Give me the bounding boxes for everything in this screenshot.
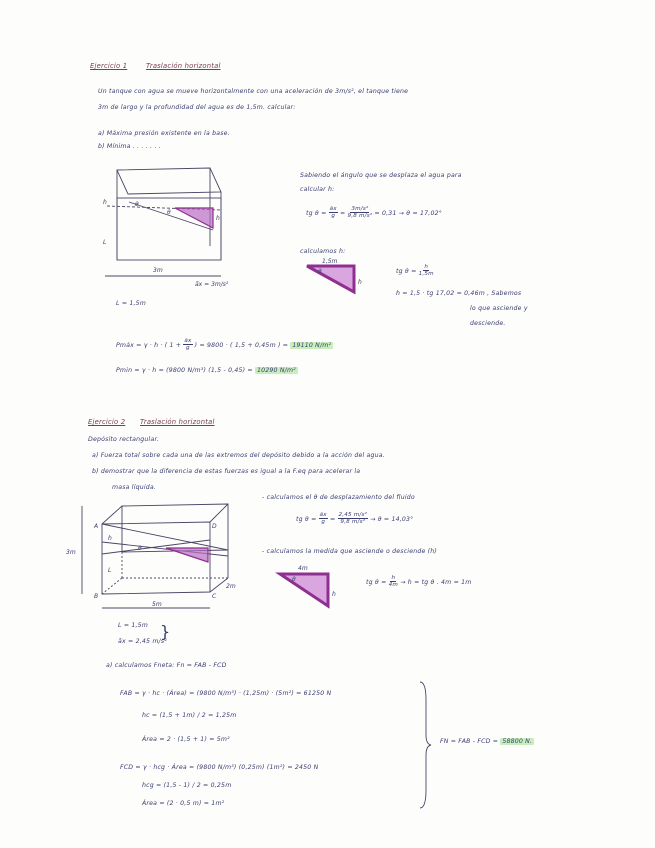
exercise2-hc-line: hc = (1,5 + 1m) / 2 = 1,25m (142, 712, 237, 719)
pmin-result-highlight: 10290 N/m² (256, 367, 296, 374)
exercise1-h-result-line3: desciende. (470, 320, 506, 327)
tank2-theta-label: θ (138, 545, 142, 552)
exercise1-sabiendo-line1: Sabiendo el ángulo que se desplaza el agua para (300, 172, 462, 179)
pmax-lhs: Pmáx = γ · h · ( 1 + (116, 341, 182, 349)
exercise2-question-a: a) Fuerza total sobre cada una de las extremos del depósito debido a la acción del agua. (92, 452, 385, 459)
tank2-length-label: 5m (152, 601, 162, 608)
tank2-L-label: L (108, 567, 112, 574)
tan2-h-fraction (389, 575, 398, 589)
exercise1-tan-h-equation (396, 264, 434, 278)
triangle-diagram-1 (304, 258, 374, 298)
exercise1-L-value: L = 1,5m (116, 300, 147, 307)
tan2-frac1-den: g (321, 519, 326, 526)
exercise2-fab-line: FAB = γ · hc · (Área) = (9800 N/m³) · (1,25m) · (5m²) = 61250 N (120, 690, 332, 697)
exercise2-angle-note: - calculamos el θ de desplazamiento del fluido (262, 494, 415, 501)
exercise1-question-b: b) Mínima . . . . . . . (98, 143, 161, 150)
tank-water-wedge (175, 208, 213, 228)
exercise2-question-b-line2: masa líquida. (112, 484, 157, 491)
tan2-h-num: h (391, 575, 396, 581)
exercise2-label: Ejercicio 2 (88, 418, 126, 426)
exercise2-hcg-line: hcg = (1,5 - 1) / 2 = 0,25m (142, 782, 232, 789)
tan2-fraction-1 (319, 512, 328, 526)
triangle1-top-label: 1,5m (322, 258, 338, 265)
tank-accel-label: ãx = 3m/s² (195, 281, 229, 288)
exercise1-tan-equation (306, 206, 442, 220)
exercise1-pmin-equation (116, 367, 298, 374)
tan-frac1-num: ãx (329, 206, 337, 212)
pmax-rhs: ) = 9800 · ( 1,5 + 0,45m ) = (194, 341, 289, 349)
tan2-result: → θ = 14,03° (370, 515, 414, 523)
exercise2-calc-intro: a) calculamos Fneta: Fn = FAB - FCD (106, 662, 227, 669)
exercise1-statement-line2: 3m de largo y la profundidad del agua es de 1,5m. calcular: (98, 104, 296, 111)
exercise2-fcd-line: FCD = γ · hcg · Área = (9800 N/m³) (0,25m) (1m²) = 2450 N (120, 764, 319, 771)
pmin-text: Pmin = γ · h = (9800 N/m³) (1,5 - 0,45) = (116, 367, 253, 374)
triangle-shape-2 (280, 574, 328, 606)
pmax-result-highlight: 19110 N/m² (292, 341, 332, 349)
tank-diagram-2 (66, 492, 250, 617)
exercise2-subtitle: Depósito rectangular. (88, 436, 159, 443)
exercise2-area-line: Área = 2 · (1,5 + 1) = 5m² (142, 736, 230, 743)
exercise2-tan-h-equation (366, 575, 471, 589)
tank-theta-label: θ (135, 201, 139, 208)
exercise1-calculamos-h: calculamos h: (300, 248, 346, 255)
triangle2-top-label: 4m (298, 565, 308, 572)
triangle1-side-label: h (358, 279, 362, 286)
tan2-h-lhs: tg θ = (366, 578, 387, 586)
exercise2-height-note: - calculamos la medida que asciende o desciende (h) (262, 548, 437, 555)
exercise1-h-result-line2: lo que asciende y (470, 305, 528, 312)
tank2-edge-top-left (102, 506, 122, 524)
tan-lhs: tg θ = (306, 209, 327, 217)
tan-fraction-2 (348, 206, 373, 220)
tank-length-label: 3m (153, 267, 163, 274)
exercise2-given-L: L = 1,5m (118, 622, 149, 629)
tan-result: = 0,31 → θ = 17,02° (374, 209, 443, 217)
exercise1-h-result-line1: h = 1,5 · tg 17,02 = 0,46m , Sabemos (396, 290, 522, 297)
tank-diagram-1 (95, 160, 235, 295)
tank-wedge-theta-label: θ (167, 209, 171, 216)
tank2-point-b: B (94, 593, 99, 600)
triangle-diagram-2 (278, 564, 358, 614)
tan2-lhs: tg θ = (296, 515, 317, 523)
tank2-front-face (102, 522, 210, 594)
fn-result-highlight: 58800 N. (502, 738, 533, 745)
pmax-fraction (183, 338, 192, 352)
tank2-width-label: 2m (226, 583, 236, 590)
exercise1-pmax-equation (116, 338, 333, 352)
tan-fraction-1 (329, 206, 338, 220)
exercise2-given-ax: ãx = 2,45 m/s² (118, 638, 167, 645)
tan2-frac2-num: 2,45 m/s² (338, 512, 368, 518)
tank-L-label: L (103, 239, 107, 246)
exercise1-title: Traslación horizontal (146, 62, 221, 70)
tank2-hidden-diagonal (102, 578, 122, 594)
tank2-h-label: h (108, 535, 112, 542)
tan2-fraction-2 (338, 512, 369, 526)
tank2-height-label: 3m (66, 549, 76, 556)
tan-h-fraction (419, 264, 434, 278)
triangle1-angle-label: θ (318, 268, 322, 275)
exercise2-fn-equation (440, 738, 534, 745)
result-brace (418, 680, 432, 810)
tank-top-face (117, 168, 221, 194)
given-brace: } (160, 622, 171, 641)
tan-h-lhs: tg θ = (396, 267, 417, 275)
tank2-point-a: A (94, 523, 99, 530)
pmax-frac-den: g (186, 345, 190, 352)
tan2-eq: = (329, 515, 336, 523)
tan2-h-result: → h = tg θ . 4m = 1m (400, 578, 472, 586)
exercise1-question-a: a) Máxima presión existente en la base. (98, 130, 230, 137)
pmax-frac-num: ãx (184, 338, 192, 344)
exercise2-area2-line: Área = (2 · 0,5 m) = 1m² (142, 800, 225, 807)
triangle-shape-1 (307, 266, 354, 292)
fn-lhs: FN = FAB - FCD = (440, 738, 499, 745)
exercise2-tan-equation (296, 512, 413, 526)
tan2-h-den: 4m (388, 582, 399, 589)
exercise1-sabiendo-line2: calcular h: (300, 186, 335, 193)
tan2-frac2-den: 9,8 m/s² (340, 519, 366, 526)
tan2-frac1-num: ãx (319, 512, 327, 518)
tan-frac1-den: g (331, 213, 336, 220)
tank2-free-surface (102, 542, 228, 556)
exercise1-statement-line1: Un tanque con agua se mueve horizontalmente con una aceleración de 3m/s², el tanque tiene (98, 88, 409, 95)
exercise1-label: Ejercicio 1 (90, 62, 128, 70)
tan-frac2-den: 9,8 m/s² (347, 213, 373, 220)
tank-wedge-h-label: h (216, 215, 220, 222)
tank2-water-wedge (166, 548, 208, 562)
tank2-point-c: C (212, 593, 217, 600)
tank2-edge-top-right (210, 504, 228, 522)
tank2-point-d: D (212, 523, 217, 530)
exercise2-question-b-line1: b) demostrar que la diferencia de estas fuerzas es igual a la F.eq para acelerar la (92, 468, 361, 475)
tan-h-num: h (424, 264, 429, 270)
triangle2-angle-label: θ (292, 576, 296, 583)
tank-h-label: h (103, 199, 107, 206)
exercise2-title: Traslación horizontal (140, 418, 215, 426)
tan-eq: = (339, 209, 346, 217)
result-brace-path (420, 682, 431, 808)
triangle2-side-label: h (332, 591, 336, 598)
tan-h-den: 1,5m (418, 271, 434, 278)
tan-frac2-num: 3m/s² (351, 206, 369, 212)
